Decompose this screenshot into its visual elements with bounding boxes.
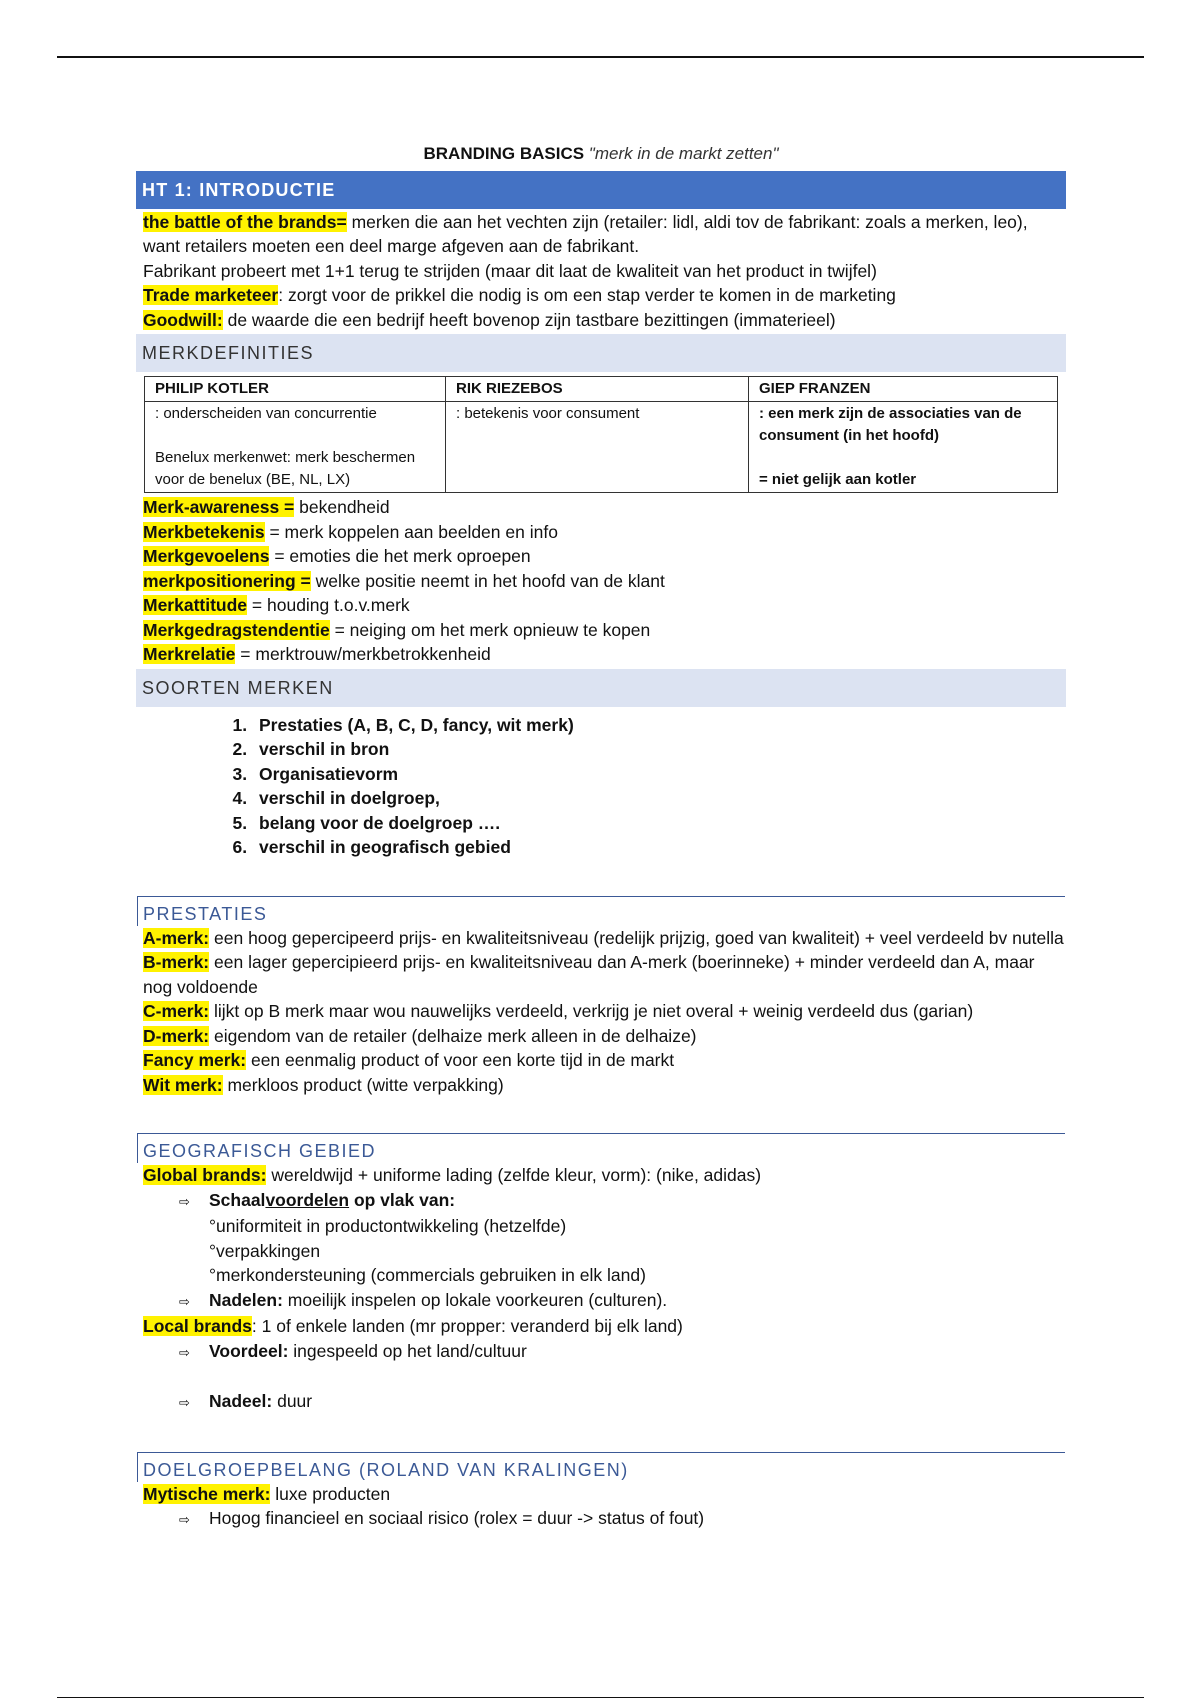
term-line: merkpositionering = welke positie neemt in het hoofd van de klant xyxy=(143,570,665,591)
table-header-cell: RIK RIEZEBOS xyxy=(446,377,749,402)
arrow-icon: ⇨ xyxy=(179,1512,190,1527)
sub-item: °merkondersteuning (commercials gebruiken in elk land) xyxy=(209,1265,646,1285)
arrow-icon: ⇨ xyxy=(179,1344,190,1360)
soorten-list xyxy=(137,713,1065,860)
term-line: Merkrelatie = merktrouw/merkbetrokkenheid xyxy=(143,644,491,664)
heading-doelgroepbelang: DOELGROEPBELANG (ROLAND VAN KRALINGEN) xyxy=(137,1452,1065,1482)
term-line: Merkattitude = houding t.o.v.merk xyxy=(143,595,410,615)
header-rule xyxy=(57,56,1144,58)
paragraph-line: Trade marketeer: zorgt voor de prikkel die nodig is om een stap verder te komen in de marketing xyxy=(143,285,896,305)
paragraph-line: Wit merk: merkloos product (witte verpakking) xyxy=(143,1074,504,1095)
list-item: 2. verschil in bron xyxy=(252,737,1065,762)
arrow-line: ⇨ Nadeel: duur xyxy=(137,1389,1065,1416)
list-item: 6. verschil in geografisch gebied xyxy=(252,835,1065,860)
paragraph-line: Goodwill: de waarde die een bedrijf heeft bovenop zijn tastbare bezittingen (immaterieel) xyxy=(143,309,836,330)
sub-item: °uniformiteit in productontwikkeling (hetzelfde) xyxy=(209,1216,567,1236)
arrow-line: ⇨ Nadelen: moeilijk inspelen op lokale voorkeuren (culturen). xyxy=(137,1288,1065,1315)
table-header-cell: PHILIP KOTLER xyxy=(145,377,446,402)
term-line: Merk-awareness = bekendheid xyxy=(143,497,390,517)
table-cell-kotler: : onderscheiden van concurrentie Benelux merkenwet: merk beschermen voor de benelux (BE, NL, LX) xyxy=(145,402,446,493)
paragraph-line: A-merk: een hoog gepercipeerd prijs- en kwaliteitsniveau (redelijk prijzig, goed van kwaliteit) + veel verdeeld bv nutella xyxy=(143,927,1064,948)
paragraph-line: B-merk: een lager gepercipieerd prijs- en kwaliteitsniveau dan A-merk (boerinneke) + minder verdeeld dan A, maar nog voldoende xyxy=(143,952,1035,997)
table-cell-riezebos: : betekenis voor consument xyxy=(446,402,749,493)
table-row xyxy=(145,402,1058,493)
list-item: 4. verschil in doelgroep, xyxy=(252,786,1065,811)
list-item: 3. Organisatievorm xyxy=(252,762,1065,787)
arrow-icon: ⇨ xyxy=(179,1193,190,1209)
arrow-icon: ⇨ xyxy=(179,1395,190,1410)
arrow-line: ⇨ Hogog financieel en sociaal risico (rolex = duur -> status of fout) xyxy=(137,1506,1065,1533)
paragraph-line: Global brands: wereldwijd + uniforme lading (zelfde kleur, vorm): (nike, adidas) xyxy=(143,1165,762,1185)
definitions-table xyxy=(144,376,1058,493)
arrow-line: ⇨ Voordeel: ingespeeld op het land/cultuur xyxy=(137,1339,1065,1366)
list-item: 1. Prestaties (A, B, C, D, fancy, wit merk) xyxy=(252,713,1065,738)
heading-ht1: HT 1: INTRODUCTIE xyxy=(136,171,1066,209)
table-cell-franzen: : een merk zijn de associaties van de consument (in het hoofd) = niet gelijk aan kotler xyxy=(749,402,1058,493)
term-line: Merkgevoelens = emoties die het merk oproepen xyxy=(143,546,531,566)
paragraph-line: C-merk: lijkt op B merk maar wou nauwelijks verdeeld, verkrijg je niet overal + weinig verdeeld dus (garian) xyxy=(143,1001,974,1021)
sub-item: °verpakkingen xyxy=(209,1240,321,1261)
table-header-row xyxy=(145,377,1058,402)
arrow-line: ⇨ Schaalvoordelen op vlak van: xyxy=(137,1188,1065,1215)
heading-merkdefinities: MERKDEFINITIES xyxy=(136,334,1066,372)
footer-rule xyxy=(57,1697,1144,1698)
heading-soorten-merken: SOORTEN MERKEN xyxy=(136,669,1066,707)
page-title: BRANDING BASICS "merk in de markt zetten" xyxy=(423,144,779,163)
term-line: Merkbetekenis = merk koppelen aan beelden en info xyxy=(143,521,558,542)
paragraph-line: the battle of the brands= merken die aan het vechten zijn (retailer: lidl, aldi tov de fabrikant: zoals a merken, leo), want retailers moeten een deel marge afgeven aan de fabrikant. xyxy=(143,211,1028,256)
list-item: 5. belang voor de doelgroep …. xyxy=(252,811,1065,836)
heading-geografisch-gebied: GEOGRAFISCH GEBIED xyxy=(137,1133,1065,1163)
paragraph-line: D-merk: eigendom van de retailer (delhaize merk alleen in de delhaize) xyxy=(143,1025,697,1046)
term-line: Merkgedragstendentie = neiging om het merk opnieuw te kopen xyxy=(143,619,651,640)
arrow-icon: ⇨ xyxy=(179,1293,190,1309)
paragraph-line: Local brands: 1 of enkele landen (mr propper: veranderd bij elk land) xyxy=(143,1316,683,1336)
heading-prestaties: PRESTATIES xyxy=(137,896,1065,926)
paragraph-line: Mytische merk: luxe producten xyxy=(143,1483,391,1504)
table-header-cell: GIEP FRANZEN xyxy=(749,377,1058,402)
document-body xyxy=(137,142,1065,1533)
paragraph-line: Fancy merk: een eenmalig product of voor een korte tijd in de markt xyxy=(143,1050,675,1070)
paragraph-line: Fabrikant probeert met 1+1 terug te strijden (maar dit laat de kwaliteit van het product in twijfel) xyxy=(143,260,877,281)
